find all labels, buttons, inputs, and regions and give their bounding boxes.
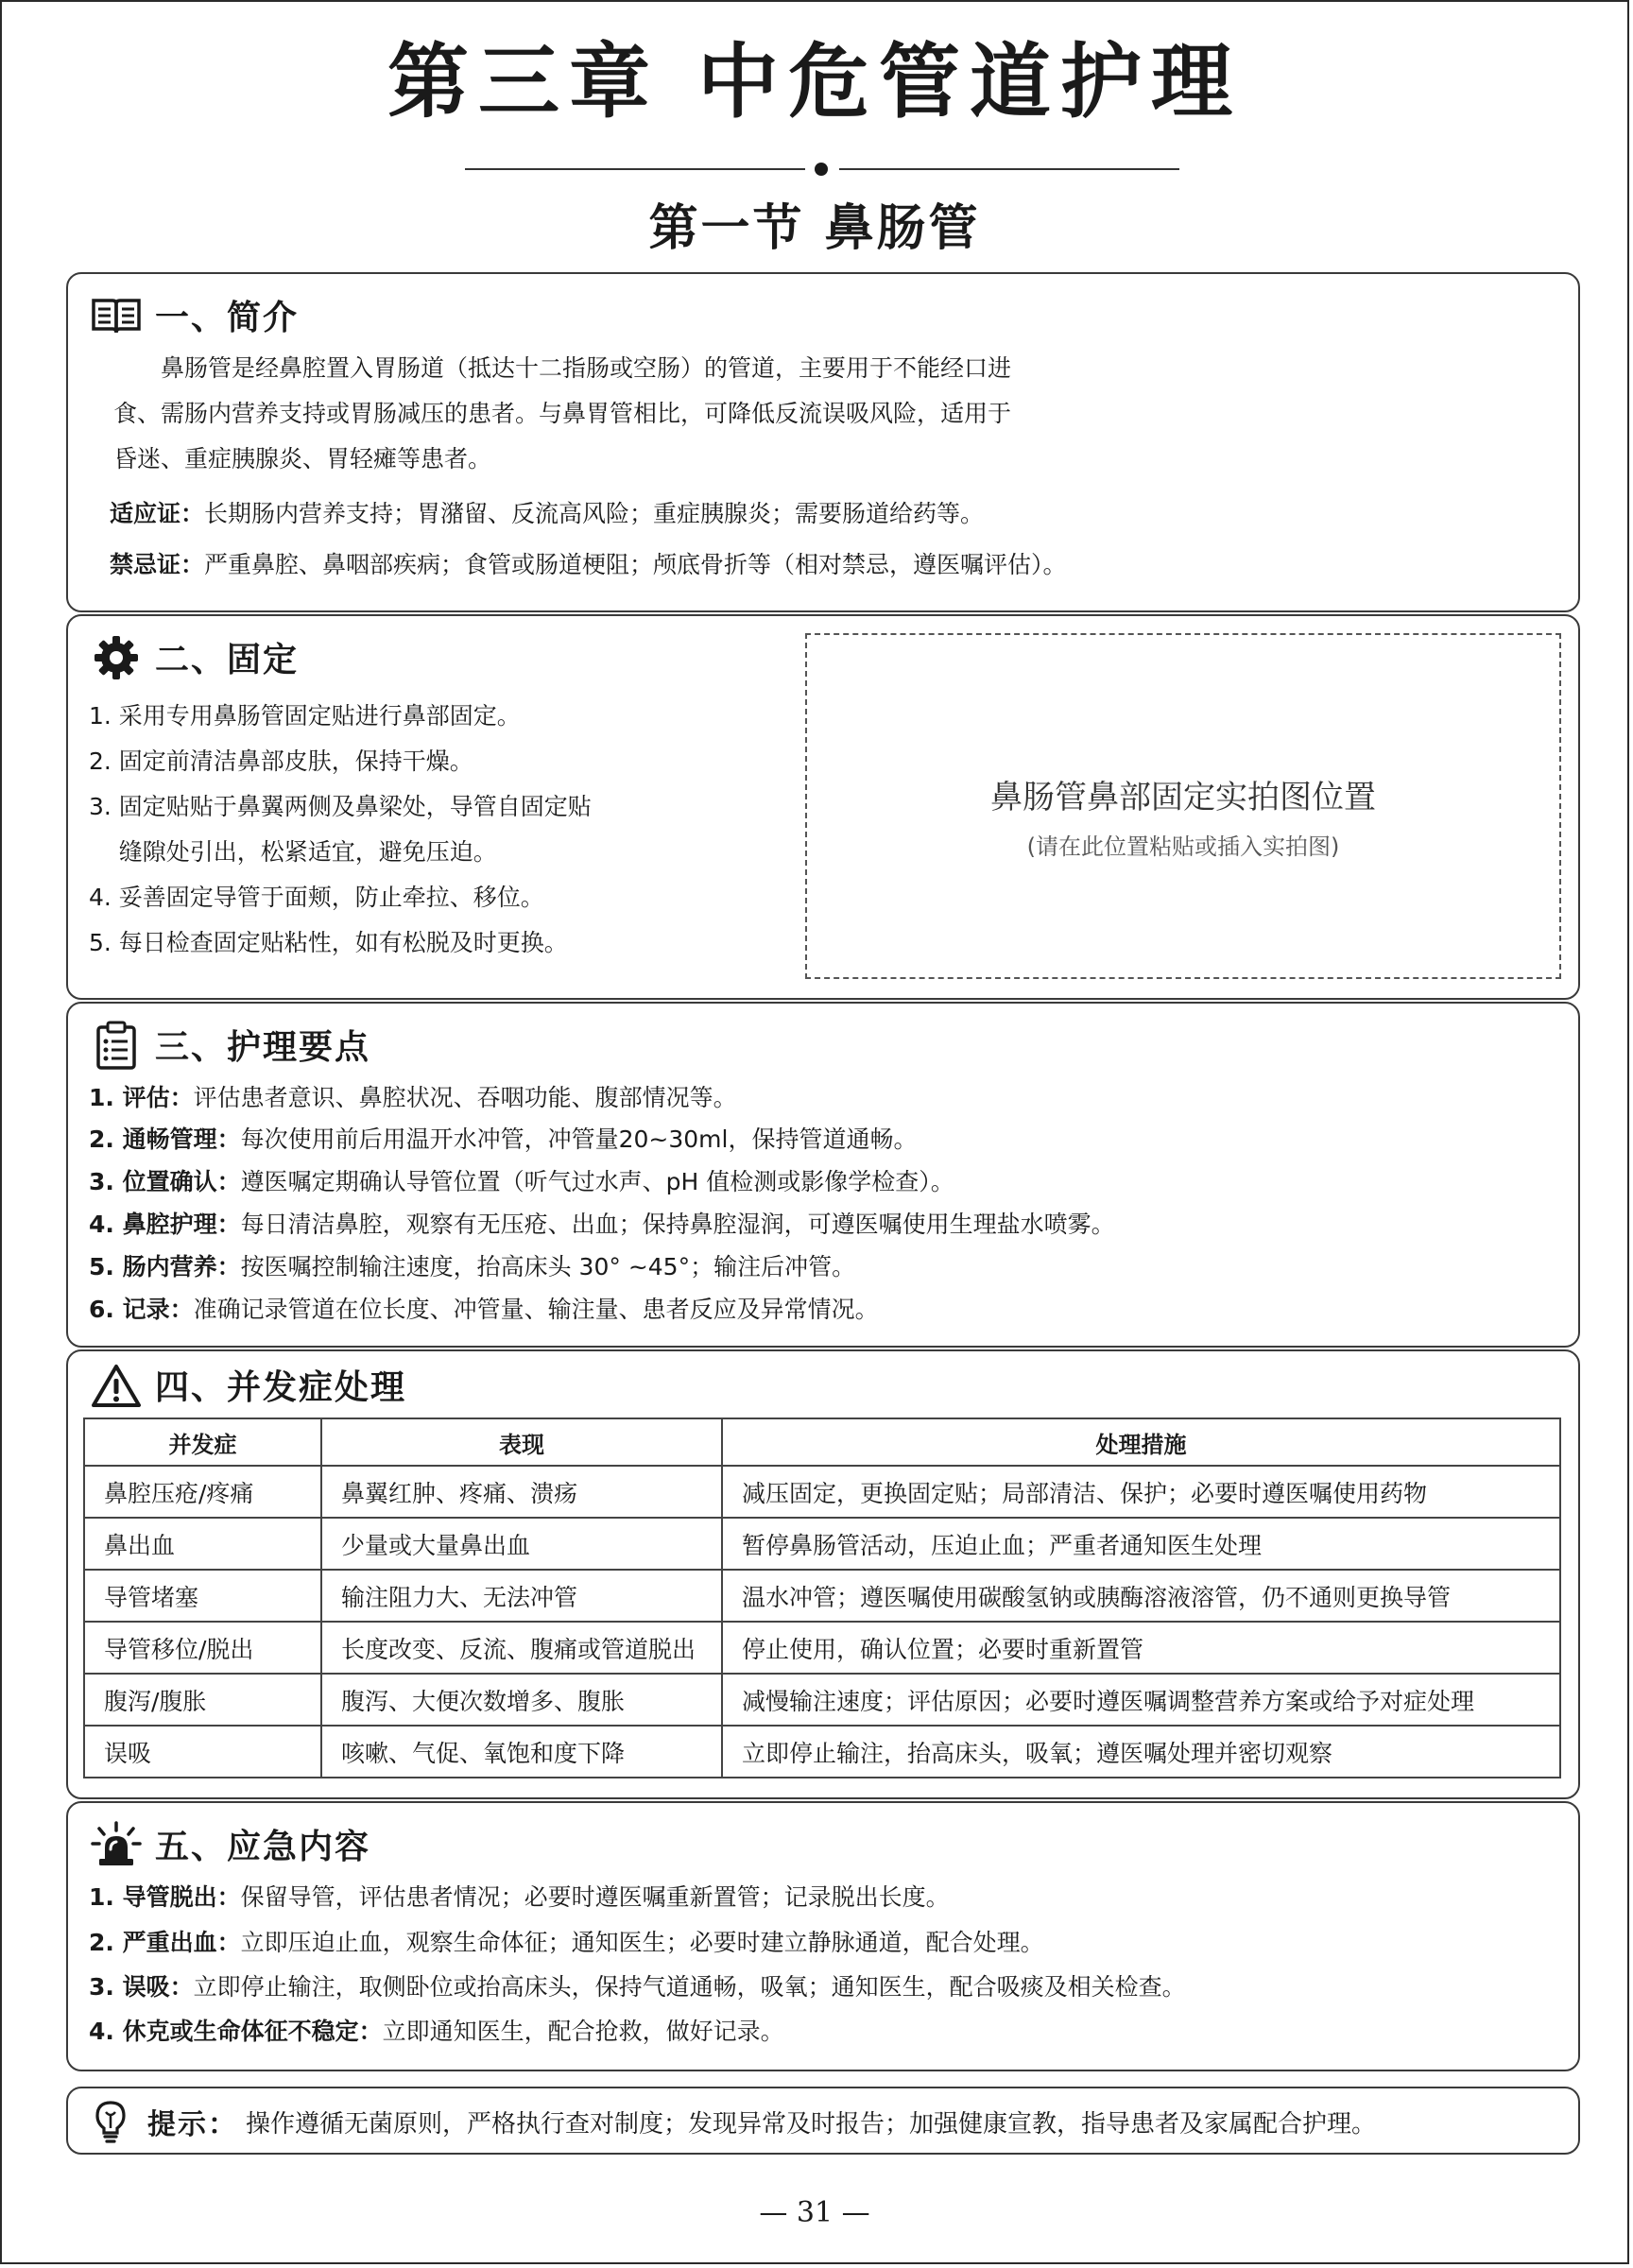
table-cell: 鼻出血 — [84, 1518, 321, 1570]
emergency-item — [89, 1881, 950, 1914]
table-cell: 暂停鼻肠管活动，压迫止血；严重者通知医生处理 — [722, 1518, 1560, 1570]
intro-heading: 一、简介 — [155, 299, 300, 337]
lightbulb-icon — [89, 2098, 132, 2145]
table-cell: 长度改变、反流、腹痛或管道脱出 — [321, 1622, 722, 1674]
nursing-heading-row — [89, 1021, 370, 1069]
nursing-item-text: 准确记录管道在位长度、冲管量、输注量、患者反应及异常情况。 — [193, 1296, 879, 1323]
column-header: 处理措施 — [722, 1418, 1560, 1466]
emergency-item-label: 2. 严重出血： — [89, 1929, 241, 1956]
divider-line-right — [839, 168, 1179, 170]
emergency-item-text: 保留导管，评估患者情况；必要时遵医嘱重新置管；记录脱出长度。 — [240, 1883, 950, 1911]
open-book-icon — [89, 292, 144, 339]
page-number: — 31 — — [759, 2196, 870, 2229]
nursing-item — [89, 1293, 879, 1326]
table-cell: 鼻翼红肿、疼痛、溃疡 — [321, 1466, 722, 1518]
emergency-item-text: 立即压迫止血，观察生命体征；通知医生；必要时建立静脉通道，配合处理。 — [240, 1929, 1044, 1956]
nursing-item-text: 按医嘱控制输注速度，抬高床头 30° ~45°；输注后冲管。 — [240, 1253, 856, 1280]
table-cell: 输注阻力大、无法冲管 — [321, 1570, 722, 1622]
intro-card — [66, 272, 1580, 612]
nursing-item — [89, 1250, 855, 1283]
nursing-card — [66, 1002, 1580, 1348]
nursing-item-text: 每日清洁鼻腔，观察有无压疮、出血；保持鼻腔湿润，可遵医嘱使用生理盐水喷雾。 — [240, 1211, 1115, 1238]
emergency-card — [66, 1801, 1580, 2071]
table-cell: 咳嗽、气促、氧饱和度下降 — [321, 1726, 722, 1778]
complications-heading-row — [89, 1361, 406, 1409]
fixation-card — [66, 614, 1580, 1000]
table-row — [84, 1622, 1560, 1674]
table-cell: 停止使用，确认位置；必要时重新置管 — [722, 1622, 1560, 1674]
nursing-item — [89, 1208, 1115, 1241]
table-cell: 导管移位/脱出 — [84, 1622, 321, 1674]
emergency-item-text: 立即停止输注，取侧卧位或抬高床头，保持气道通畅，吸氧；通知医生，配合吸痰及相关检查。 — [193, 1973, 1186, 2001]
contraindication-text: 严重鼻腔、鼻咽部疾病；食管或肠道梗阻；颅底骨折等（相对禁忌，遵医嘱评估）。 — [204, 551, 1067, 578]
table-cell: 减压固定，更换固定贴；局部清洁、保护；必要时遵医嘱使用药物 — [722, 1466, 1560, 1518]
fixation-item: 缝隙处引出，松紧适宜，避免压迫。 — [89, 838, 497, 866]
gear-icon — [89, 634, 144, 681]
photo-placeholder — [805, 633, 1561, 979]
nursing-item-label: 6. 记录： — [89, 1296, 194, 1323]
table-cell: 导管堵塞 — [84, 1570, 321, 1622]
intro-heading-row — [89, 291, 299, 339]
emergency-item-text: 立即通知医生，配合抢救，做好记录。 — [382, 2018, 784, 2045]
emergency-item-label: 3. 误吸： — [89, 1973, 194, 2001]
nursing-item-label: 4. 鼻腔护理： — [89, 1211, 241, 1238]
nursing-item-label: 1. 评估： — [89, 1084, 194, 1111]
fixation-item: 3. 固定贴贴于鼻翼两侧及鼻梁处，导管自固定贴 — [89, 793, 592, 820]
emergency-heading-row — [89, 1820, 370, 1868]
indication-label: 适应证： — [110, 500, 205, 527]
column-header: 表现 — [321, 1418, 722, 1466]
emergency-item — [89, 2015, 784, 2048]
intro-paragraph-line: 食、需肠内营养支持或胃肠减压的患者。与鼻胃管相比，可降低反流误吸风险，适用于 — [113, 400, 1012, 427]
nursing-item-text: 评估患者意识、鼻腔状况、吞咽功能、腹部情况等。 — [193, 1084, 737, 1111]
table-row — [84, 1466, 1560, 1518]
complications-card — [66, 1349, 1580, 1799]
nursing-item — [89, 1165, 954, 1198]
table-header-row — [84, 1418, 1560, 1466]
emergency-item — [89, 1926, 1044, 1959]
fixation-item: 4. 妥善固定导管于面颊，防止牵拉、移位。 — [89, 884, 544, 911]
nursing-item — [89, 1123, 917, 1156]
tip-label: 提示： — [147, 2108, 238, 2141]
intro-paragraph-line: 鼻肠管是经鼻腔置入胃肠道（抵达十二指肠或空肠）的管道，主要用于不能经口进 — [161, 354, 1012, 382]
tip-card — [66, 2087, 1580, 2155]
contraindication-label: 禁忌证： — [110, 551, 205, 578]
tip-row — [89, 2098, 1376, 2145]
fixation-heading: 二、固定 — [155, 641, 300, 679]
fixation-heading-row — [89, 633, 299, 681]
nursing-item-label: 5. 肠内营养： — [89, 1253, 241, 1280]
table-row — [84, 1674, 1560, 1726]
table-cell: 温水冲管；遵医嘱使用碳酸氢钠或胰酶溶液溶管，仍不通则更换导管 — [722, 1570, 1560, 1622]
contraindication-line — [110, 548, 1067, 581]
clipboard-icon — [89, 1022, 144, 1069]
divider-dot — [815, 163, 828, 176]
emergency-item-label: 4. 休克或生命体征不稳定： — [89, 2018, 383, 2045]
table-cell: 鼻腔压疮/疼痛 — [84, 1466, 321, 1518]
table-row — [84, 1518, 1560, 1570]
table-row — [84, 1570, 1560, 1622]
table-cell: 腹泻、大便次数增多、腹胀 — [321, 1674, 722, 1726]
warning-triangle-icon — [89, 1362, 144, 1409]
table-cell: 少量或大量鼻出血 — [321, 1518, 722, 1570]
divider-line-left — [465, 168, 805, 170]
fixation-item: 5. 每日检查固定贴粘性，如有松脱及时更换。 — [89, 929, 568, 956]
nursing-item-label: 2. 通畅管理： — [89, 1125, 241, 1153]
table-cell: 腹泻/腹胀 — [84, 1674, 321, 1726]
alarm-light-icon — [89, 1821, 144, 1868]
title-divider — [465, 163, 1179, 176]
table-row — [84, 1726, 1560, 1778]
emergency-heading: 五、应急内容 — [155, 1828, 371, 1866]
tip-text: 操作遵循无菌原则，严格执行查对制度；发现异常及时报告；加强健康宣教，指导患者及家属配合护理。 — [246, 2109, 1377, 2139]
complications-heading: 四、并发症处理 — [155, 1368, 407, 1407]
column-header: 并发症 — [84, 1418, 321, 1466]
table-cell: 误吸 — [84, 1726, 321, 1778]
intro-paragraph-line: 昏迷、重症胰腺炎、胃轻瘫等患者。 — [113, 445, 492, 472]
fixation-item: 2. 固定前清洁鼻部皮肤，保持干燥。 — [89, 747, 473, 775]
nursing-item-text: 遵医嘱定期确认导管位置（听气过水声、pH 值检测或影像学检查）。 — [240, 1168, 954, 1195]
nursing-heading: 三、护理要点 — [155, 1028, 371, 1067]
emergency-item-label: 1. 导管脱出： — [89, 1883, 241, 1911]
photo-placeholder-title: 鼻肠管鼻部固定实拍图位置 — [990, 779, 1376, 816]
nursing-item-label: 3. 位置确认： — [89, 1168, 241, 1195]
complications-table — [83, 1418, 1561, 1778]
table-cell: 减慢输注速度；评估原因；必要时遵医嘱调整营养方案或给予对症处理 — [722, 1674, 1560, 1726]
emergency-item — [89, 1970, 1186, 2003]
table-cell: 立即停止输注，抬高床头，吸氧；遵医嘱处理并密切观察 — [722, 1726, 1560, 1778]
section-title: 第一节 鼻肠管 — [648, 200, 981, 257]
fixation-item: 1. 采用专用鼻肠管固定贴进行鼻部固定。 — [89, 702, 521, 730]
indication-line — [110, 497, 984, 530]
photo-placeholder-hint: (请在此位置粘贴或插入实拍图) — [1026, 833, 1340, 860]
chapter-title: 第三章 中危管道护理 — [387, 35, 1242, 129]
nursing-item — [89, 1081, 737, 1114]
indication-text: 长期肠内营养支持；胃潴留、反流高风险；重症胰腺炎；需要肠道给药等。 — [204, 500, 985, 527]
nursing-item-text: 每次使用前后用温开水冲管，冲管量20~30ml，保持管道通畅。 — [240, 1125, 918, 1153]
